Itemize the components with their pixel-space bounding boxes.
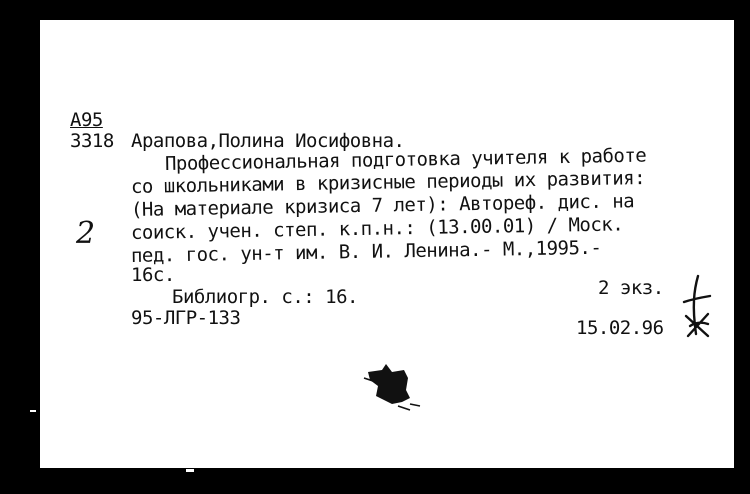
body-line: соиск. учен. степ. к.п.н.: (13.00.01) / Моск. [130,213,624,244]
edge-speck [30,410,36,412]
class-code: А95 [70,109,103,131]
body-line: со школьниками в кризисные периоды их развития: [130,167,646,198]
signature-initials [680,272,714,340]
edge-speck [186,469,194,472]
author-number: 3318 [70,130,114,152]
body-line: (На материале кризиса 7 лет): Автореф. дис. на [130,190,635,221]
catalog-card [40,20,734,468]
ink-blot [362,360,424,416]
handwritten-mark: 2 [76,216,96,251]
body-line: Профессиональная подготовка учителя к работе [164,144,647,175]
date-stamp: 15.02.96 [576,317,664,339]
bibliography-note: Библиогр. с.: 16. [172,286,358,308]
author-heading: Арапова,Полина Иосифовна. [131,130,405,152]
body-line: 16с. [131,264,175,286]
body-line: пед. гос. ун-т им. В. И. Ленина.- М.,1995.- [130,236,602,267]
copies-count: 2 экз. [598,277,664,299]
accession-number: 95-ЛГР-133 [131,307,241,329]
